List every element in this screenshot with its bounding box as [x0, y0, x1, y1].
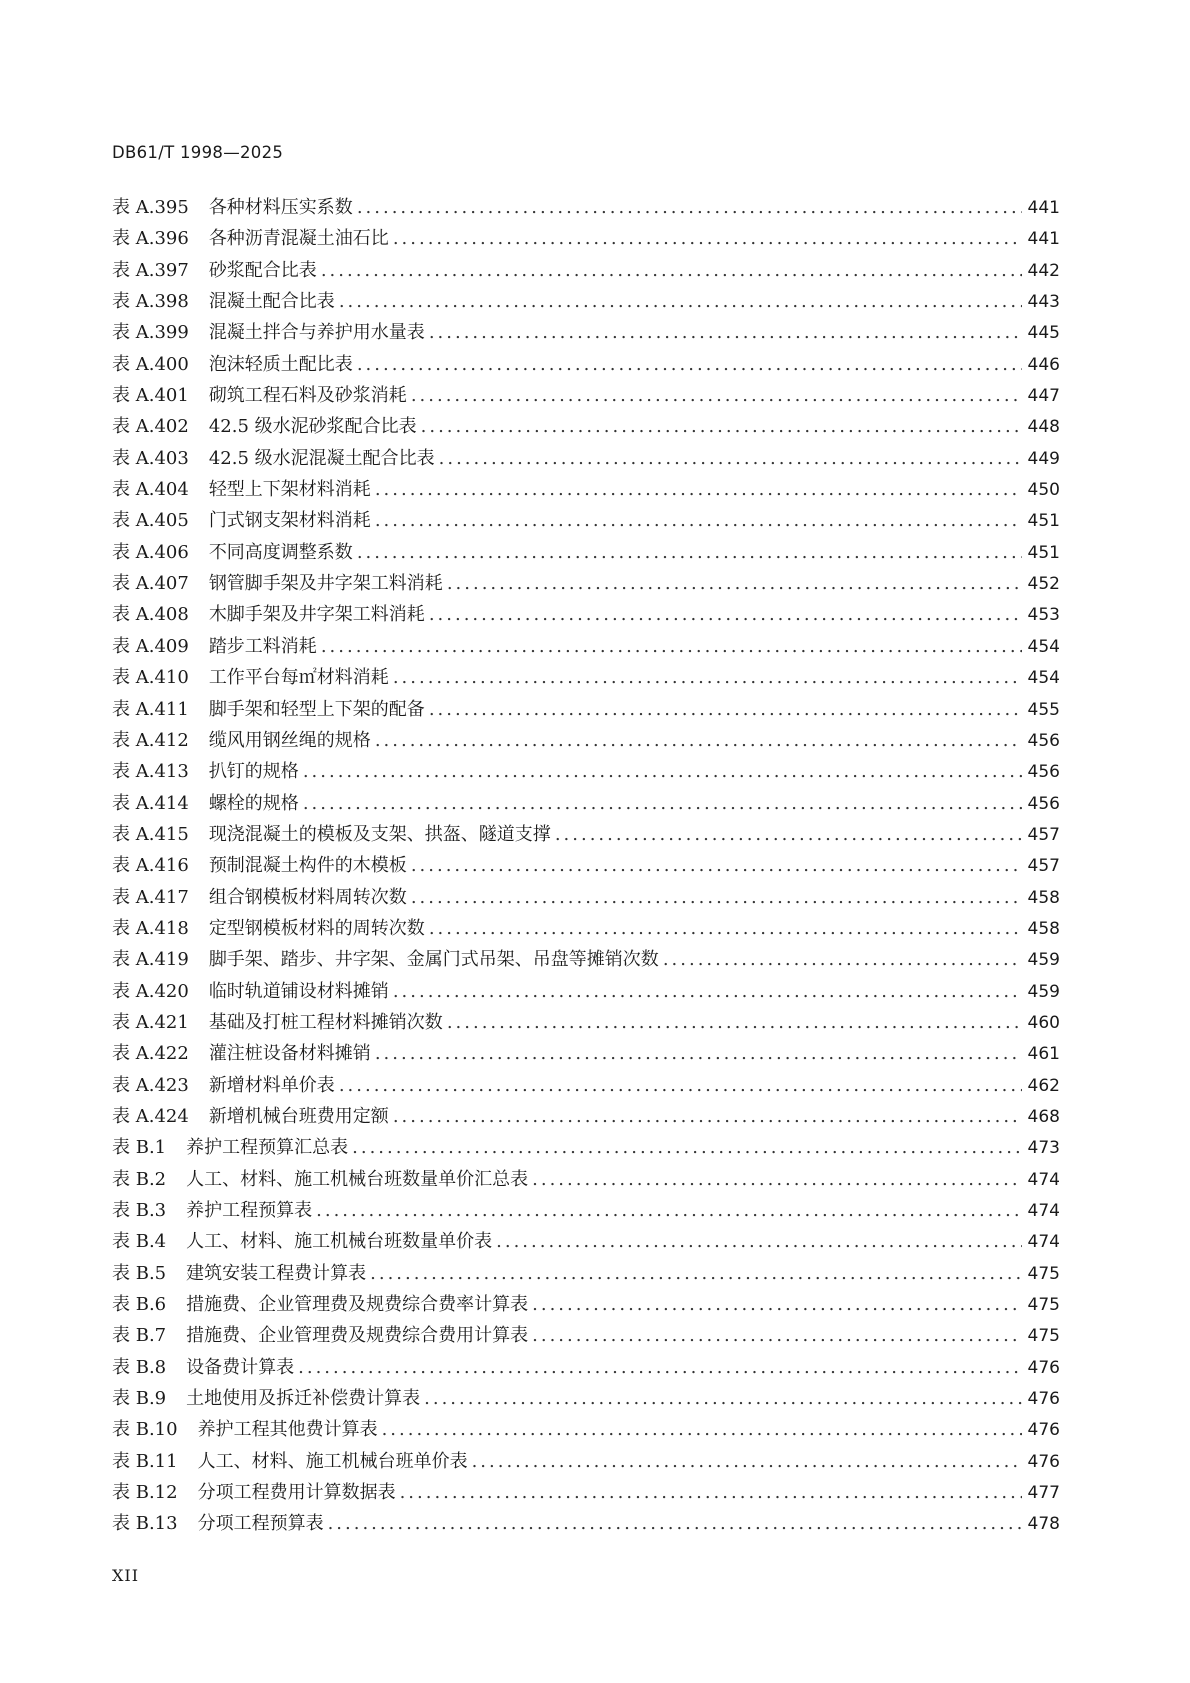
toc-dot-leader [424, 1388, 1022, 1409]
toc-dot-leader [429, 699, 1022, 720]
toc-entry-title: 养护工程预算汇总表 [186, 1137, 349, 1159]
toc-entry-title: 分项工程预算表 [197, 1513, 324, 1535]
toc-entry[interactable] [112, 1102, 1060, 1133]
toc-entry-title: 新增材料单价表 [208, 1074, 335, 1096]
toc-dot-leader [357, 542, 1022, 563]
toc-entry[interactable] [112, 287, 1060, 318]
toc-dot-leader [382, 1419, 1022, 1440]
toc-dot-leader [429, 604, 1022, 625]
toc-entry-page: 456 [1027, 762, 1060, 783]
toc-entry-number: 表 B.1 [112, 1137, 167, 1159]
toc-entry-page: 454 [1027, 668, 1060, 689]
toc-dot-leader [532, 1325, 1022, 1346]
toc-entry[interactable] [112, 475, 1060, 506]
toc-entry-title: 脚手架、踏步、井字架、金属门式吊架、吊盘等摊销次数 [208, 949, 659, 971]
toc-entry-page: 451 [1027, 542, 1060, 563]
toc-entry-number: 表 A.404 [112, 479, 189, 501]
toc-entry-number: 表 B.11 [112, 1450, 178, 1472]
toc-entry[interactable] [112, 914, 1060, 945]
toc-entry-title: 门式钢支架材料消耗 [208, 510, 371, 532]
toc-entry[interactable] [112, 1008, 1060, 1039]
toc-entry-number: 表 B.8 [112, 1356, 167, 1378]
toc-entry-title: 螺栓的规格 [208, 792, 299, 814]
toc-entry[interactable] [112, 789, 1060, 820]
toc-entry[interactable] [112, 350, 1060, 381]
toc-entry[interactable] [112, 1165, 1060, 1196]
toc-dot-leader [447, 573, 1022, 594]
toc-entry-page: 475 [1027, 1295, 1060, 1316]
toc-entry[interactable] [112, 569, 1060, 600]
toc-dot-leader [447, 1012, 1022, 1033]
toc-entry-page: 455 [1027, 699, 1060, 720]
toc-entry-title: 扒钉的规格 [208, 761, 299, 783]
toc-entry-page: 461 [1027, 1044, 1060, 1065]
toc-entry-title: 42.5 级水泥混凝土配合比表 [208, 447, 435, 469]
toc-entry-number: 表 A.418 [112, 917, 189, 939]
toc-entry[interactable] [112, 945, 1060, 976]
toc-entry[interactable] [112, 506, 1060, 537]
toc-dot-leader [321, 260, 1022, 281]
toc-entry[interactable] [112, 224, 1060, 255]
toc-entry-title: 基础及打桩工程材料摊销次数 [208, 1011, 443, 1033]
toc-entry-number: 表 B.13 [112, 1513, 178, 1535]
toc-entry[interactable] [112, 412, 1060, 443]
toc-entry-page: 475 [1027, 1326, 1060, 1347]
toc-dot-leader [303, 761, 1022, 782]
toc-dot-leader [421, 416, 1022, 437]
toc-entry-page: 474 [1027, 1232, 1060, 1253]
toc-dot-leader [316, 1200, 1022, 1221]
toc-entry-number: 表 A.409 [112, 635, 189, 657]
toc-entry-page: 453 [1027, 605, 1060, 626]
toc-entry-number: 表 A.416 [112, 855, 189, 877]
toc-entry-title: 不同高度调整系数 [208, 541, 353, 563]
toc-entry-title: 缆风用钢丝绳的规格 [208, 729, 371, 751]
toc-entry[interactable] [112, 318, 1060, 349]
toc-entry-number: 表 A.399 [112, 322, 189, 344]
toc-dot-leader [370, 1263, 1022, 1284]
toc-dot-leader [328, 1513, 1022, 1534]
toc-dot-leader [400, 1482, 1022, 1503]
toc-entry-page: 441 [1027, 229, 1060, 250]
toc-entry-page: 468 [1027, 1106, 1060, 1127]
toc-entry-page: 473 [1027, 1138, 1060, 1159]
toc-entry-page: 476 [1027, 1451, 1060, 1472]
toc-entry[interactable] [112, 632, 1060, 663]
toc-entry-page: 460 [1027, 1012, 1060, 1033]
toc-entry-number: 表 B.4 [112, 1231, 167, 1253]
toc-entry-title: 砌筑工程石料及砂浆消耗 [208, 385, 407, 407]
toc-entry-number: 表 A.411 [112, 698, 189, 720]
toc-entry-number: 表 A.422 [112, 1043, 189, 1065]
toc-entry-number: 表 A.405 [112, 510, 189, 532]
toc-entry-page: 443 [1027, 292, 1060, 313]
toc-entry[interactable] [112, 1290, 1060, 1321]
toc-entry-page: 445 [1027, 323, 1060, 344]
toc-dot-leader [532, 1169, 1022, 1190]
toc-entry[interactable] [112, 1321, 1060, 1352]
toc-entry[interactable] [112, 1071, 1060, 1102]
toc-entry-number: 表 B.5 [112, 1262, 167, 1284]
toc-entry-page: 441 [1027, 198, 1060, 218]
toc-entry[interactable] [112, 851, 1060, 882]
page-number: XII [112, 1566, 140, 1585]
toc-entry-page: 459 [1027, 981, 1060, 1002]
toc-entry-page: 458 [1027, 918, 1060, 939]
toc-entry-title: 踏步工料消耗 [208, 635, 317, 657]
toc-entry-page: 456 [1027, 730, 1060, 751]
toc-entry[interactable] [112, 757, 1060, 788]
toc-entry[interactable] [112, 1509, 1060, 1540]
table-of-contents [112, 193, 1060, 1541]
toc-entry[interactable] [112, 444, 1060, 475]
toc-dot-leader [472, 1451, 1022, 1472]
toc-entry-title: 临时轨道铺设材料摊销 [208, 980, 389, 1002]
toc-entry-page: 447 [1027, 386, 1060, 407]
toc-entry-number: 表 A.412 [112, 729, 189, 751]
toc-entry-page: 476 [1027, 1420, 1060, 1441]
toc-entry-number: 表 A.415 [112, 823, 189, 845]
toc-dot-leader [429, 918, 1022, 939]
toc-dot-leader [339, 1075, 1022, 1096]
toc-entry-title: 预制混凝土构件的木模板 [208, 855, 407, 877]
toc-entry-title: 组合钢模板材料周转次数 [208, 886, 407, 908]
toc-dot-leader [357, 197, 1022, 218]
toc-entry-number: 表 A.419 [112, 949, 189, 971]
toc-entry-page: 476 [1027, 1357, 1060, 1378]
toc-dot-leader [496, 1231, 1022, 1252]
toc-entry-page: 474 [1027, 1169, 1060, 1190]
toc-dot-leader [393, 667, 1022, 688]
toc-entry-page: 446 [1027, 354, 1060, 375]
toc-entry[interactable] [112, 600, 1060, 631]
toc-entry-page: 457 [1027, 824, 1060, 845]
toc-entry-page: 476 [1027, 1389, 1060, 1410]
toc-entry-title: 轻型上下架材料消耗 [208, 479, 371, 501]
toc-entry-page: 448 [1027, 417, 1060, 438]
toc-entry-number: 表 A.406 [112, 541, 189, 563]
toc-dot-leader [411, 855, 1022, 876]
toc-entry-page: 458 [1027, 887, 1060, 908]
toc-entry-title: 人工、材料、施工机械台班数量单价汇总表 [186, 1168, 529, 1190]
toc-entry-title: 灌注桩设备材料摊销 [208, 1043, 371, 1065]
toc-entry-title: 各种沥青混凝土油石比 [208, 228, 389, 250]
toc-entry[interactable] [112, 1415, 1060, 1446]
toc-dot-leader [663, 949, 1022, 970]
toc-entry[interactable] [112, 1039, 1060, 1070]
toc-entry[interactable] [112, 1133, 1060, 1164]
toc-entry-number: 表 B.12 [112, 1482, 178, 1504]
toc-entry-title: 各种材料压实系数 [208, 197, 353, 218]
toc-entry-number: 表 A.401 [112, 385, 189, 407]
toc-entry-number: 表 A.396 [112, 228, 189, 250]
toc-entry[interactable] [112, 256, 1060, 287]
toc-dot-leader [303, 793, 1022, 814]
toc-entry-number: 表 A.424 [112, 1105, 189, 1127]
toc-entry[interactable] [112, 1447, 1060, 1478]
toc-dot-leader [339, 291, 1022, 312]
toc-entry-number: 表 A.395 [112, 197, 189, 218]
toc-dot-leader [375, 730, 1022, 751]
toc-entry-number: 表 A.408 [112, 604, 189, 626]
toc-entry-number: 表 B.6 [112, 1294, 167, 1316]
toc-entry[interactable] [112, 1259, 1060, 1290]
toc-entry-title: 钢管脚手架及井字架工料消耗 [208, 573, 443, 595]
toc-entry-title: 设备费计算表 [186, 1356, 295, 1378]
toc-entry-title: 建筑安装工程费计算表 [186, 1262, 367, 1284]
toc-entry[interactable] [112, 883, 1060, 914]
toc-entry-number: 表 A.402 [112, 416, 189, 438]
toc-entry-title: 人工、材料、施工机械台班数量单价表 [186, 1231, 493, 1253]
toc-entry-number: 表 B.3 [112, 1200, 167, 1221]
toc-dot-leader [393, 228, 1022, 249]
toc-dot-leader [411, 887, 1022, 908]
toc-entry-title: 木脚手架及井字架工料消耗 [208, 604, 425, 626]
toc-entry[interactable] [112, 1353, 1060, 1384]
toc-dot-leader [375, 510, 1022, 531]
toc-entry-title: 混凝土拌合与养护用水量表 [208, 322, 425, 344]
toc-entry-title: 措施费、企业管理费及规费综合费用计算表 [186, 1325, 529, 1347]
toc-entry[interactable] [112, 695, 1060, 726]
document-number: DB61/T 1998—2025 [112, 143, 284, 162]
toc-entry-number: 表 A.417 [112, 886, 189, 908]
toc-dot-leader [357, 354, 1022, 375]
toc-entry-page: 474 [1027, 1201, 1060, 1221]
toc-dot-leader [375, 479, 1022, 500]
toc-entry-page: 475 [1027, 1263, 1060, 1284]
toc-entry[interactable] [112, 1384, 1060, 1415]
toc-entry-page: 442 [1027, 260, 1060, 281]
toc-entry-page: 451 [1027, 511, 1060, 532]
toc-entry-number: 表 A.410 [112, 667, 189, 689]
toc-dot-leader [375, 1043, 1022, 1064]
toc-dot-leader [532, 1294, 1022, 1315]
toc-entry[interactable] [112, 663, 1060, 694]
toc-entry-page: 457 [1027, 856, 1060, 877]
toc-entry[interactable] [112, 1478, 1060, 1509]
toc-entry-number: 表 B.2 [112, 1168, 167, 1190]
toc-entry-title: 现浇混凝土的模板及支架、拱盔、隧道支撑 [208, 823, 551, 845]
toc-dot-leader [393, 1106, 1022, 1127]
toc-entry-title: 泡沫轻质土配比表 [208, 353, 353, 375]
toc-entry-number: 表 B.9 [112, 1388, 167, 1410]
toc-entry-number: 表 B.7 [112, 1325, 167, 1347]
toc-entry-title: 砂浆配合比表 [208, 259, 317, 281]
toc-entry-number: 表 A.397 [112, 259, 189, 281]
toc-entry-page: 459 [1027, 950, 1060, 971]
toc-entry[interactable] [112, 538, 1060, 569]
toc-dot-leader [393, 981, 1022, 1002]
toc-entry[interactable] [112, 1196, 1060, 1227]
toc-entry[interactable] [112, 381, 1060, 412]
toc-entry-number: 表 A.407 [112, 573, 189, 595]
toc-entry[interactable] [112, 977, 1060, 1008]
toc-entry-page: 454 [1027, 636, 1060, 657]
toc-entry-number: 表 A.414 [112, 792, 189, 814]
toc-dot-leader [555, 824, 1022, 845]
toc-dot-leader [411, 385, 1022, 406]
toc-entry[interactable] [112, 1227, 1060, 1258]
toc-entry[interactable] [112, 193, 1060, 224]
toc-entry-number: 表 A.398 [112, 291, 189, 313]
toc-entry-title: 定型钢模板材料的周转次数 [208, 917, 425, 939]
toc-entry-title: 42.5 级水泥砂浆配合比表 [208, 416, 417, 438]
toc-entry-number: 表 B.10 [112, 1419, 178, 1441]
toc-entry-page: 456 [1027, 793, 1060, 814]
toc-dot-leader [429, 322, 1022, 343]
toc-dot-leader [298, 1357, 1022, 1378]
toc-dot-leader [321, 636, 1022, 657]
toc-entry-number: 表 A.420 [112, 980, 189, 1002]
toc-entry-page: 478 [1027, 1514, 1060, 1535]
toc-entry-number: 表 A.423 [112, 1074, 189, 1096]
toc-entry-title: 脚手架和轻型上下架的配备 [208, 698, 425, 720]
toc-entry-number: 表 A.421 [112, 1011, 189, 1033]
toc-entry-title: 人工、材料、施工机械台班单价表 [197, 1450, 468, 1472]
toc-entry-title: 养护工程预算表 [186, 1200, 313, 1221]
toc-dot-leader [439, 448, 1022, 469]
toc-entry-page: 450 [1027, 480, 1060, 501]
toc-entry-number: 表 A.403 [112, 447, 189, 469]
toc-entry-title: 措施费、企业管理费及规费综合费率计算表 [186, 1294, 529, 1316]
toc-entry-page: 462 [1027, 1075, 1060, 1096]
toc-dot-leader [352, 1137, 1022, 1158]
toc-entry-title: 工作平台每㎡材料消耗 [208, 667, 389, 689]
toc-entry-page: 449 [1027, 448, 1060, 469]
toc-entry-title: 土地使用及拆迁补偿费计算表 [186, 1388, 421, 1410]
toc-entry-number: 表 A.400 [112, 353, 189, 375]
toc-entry-page: 452 [1027, 574, 1060, 595]
toc-entry-page: 477 [1027, 1483, 1060, 1504]
toc-entry[interactable] [112, 820, 1060, 851]
toc-entry-title: 混凝土配合比表 [208, 291, 335, 313]
toc-entry-number: 表 A.413 [112, 761, 189, 783]
toc-entry-title: 新增机械台班费用定额 [208, 1105, 389, 1127]
toc-entry-title: 养护工程其他费计算表 [197, 1419, 378, 1441]
toc-entry-title: 分项工程费用计算数据表 [197, 1482, 396, 1504]
toc-entry[interactable] [112, 726, 1060, 757]
